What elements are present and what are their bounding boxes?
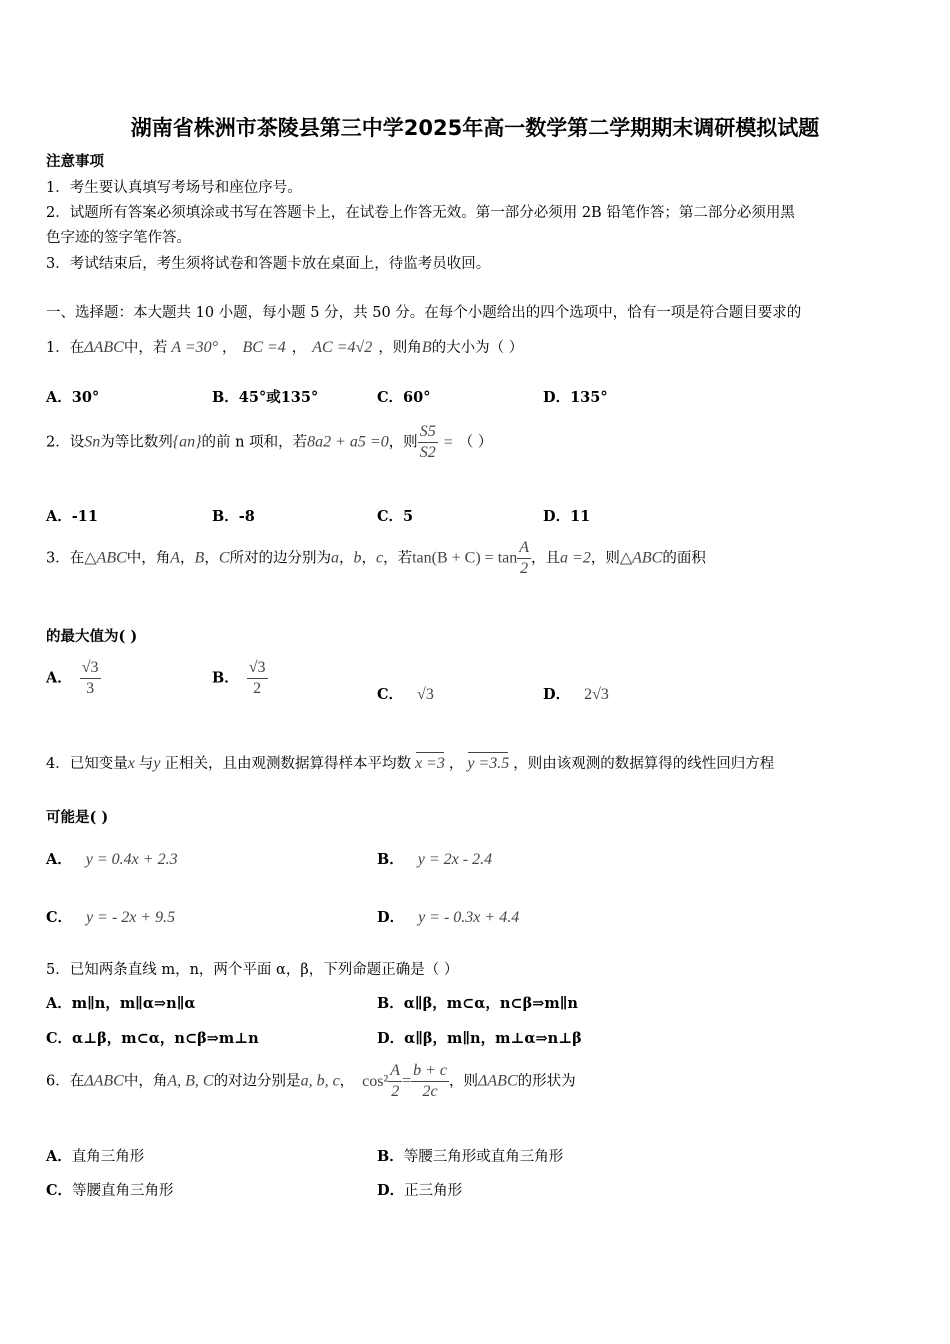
question-6-option-d[interactable]: D．正三角形	[377, 1182, 463, 1199]
question-3-option-a[interactable]: A． $\frac{√3}{3}$	[46, 659, 99, 697]
question-4-option-b[interactable]: B． y = 2x - 2.4	[377, 851, 493, 868]
question-6-stem: 6．在ΔABC中，角A, B, C的对边分别是a, b, c， cos² $\frac{A}{2}$ = $\frac{b + c}{2c}$ ，则ΔABC的形状为	[46, 1062, 576, 1100]
question-6-option-b[interactable]: B．等腰三角形或直角三角形	[377, 1148, 564, 1165]
notice-item: 2．试题所有答案必须填涂或书写在答题卡上，在试卷上作答无效。第一部分必须用 2B 铅笔作答；第二部分必须用黑	[46, 205, 795, 221]
question-1-option-d[interactable]: D．135°	[543, 389, 608, 406]
question-3-option-b[interactable]: B． $\frac{√3}{2}$	[212, 659, 266, 697]
question-4-option-d[interactable]: D． y = - 0.3x + 4.4	[377, 909, 520, 926]
question-5-option-a[interactable]: A．m∥n，m∥α⇒n∥α	[46, 995, 196, 1012]
question-4-stem: 4．已知变量x 与y 正相关，且由观测数据算得样本平均数 x =3 ， y =3.5 ，则由该观测的数据算得的线性回归方程	[46, 755, 775, 772]
question-2-option-d[interactable]: D．11	[543, 508, 591, 525]
question-3-stem-line2: 的最大值为( )	[46, 628, 138, 645]
notice-heading: 注意事项	[46, 153, 104, 170]
notice-item: 1．考生要认真填写考场号和座位序号。	[46, 180, 302, 196]
question-4-option-c[interactable]: C． y = - 2x + 9.5	[46, 909, 176, 926]
question-1-option-a[interactable]: A．30°	[46, 389, 100, 406]
notice-item: 3．考试结束后，考生须将试卷和答题卡放在桌面上，待监考员收回。	[46, 256, 491, 272]
question-5-stem: 5．已知两条直线 m，n，两个平面 α，β，下列命题正确是（ ）	[46, 962, 459, 978]
question-5-option-d[interactable]: D．α∥β，m∥n，m⊥α⇒n⊥β	[377, 1030, 582, 1047]
question-3-option-c[interactable]: C． √3	[377, 686, 434, 703]
page-title: 湖南省株洲市茶陵县第三中学2025年高一数学第二学期期末调研模拟试题	[130, 116, 820, 140]
question-2-option-b[interactable]: B．-8	[212, 508, 255, 525]
question-5-option-b[interactable]: B．α∥β，m⊂α，n⊂β⇒m∥n	[377, 995, 578, 1012]
question-3-option-d[interactable]: D． 2√3	[543, 686, 609, 703]
section-heading: 一、选择题：本大题共 10 小题，每小题 5 分，共 50 分。在每个小题给出的四个选项中，恰有一项是符合题目要求的	[46, 305, 802, 321]
question-4-stem-line2: 可能是( )	[46, 809, 109, 826]
question-6-option-c[interactable]: C．等腰直角三角形	[46, 1182, 174, 1199]
question-3-stem: 3．在△ABC中，角A，B，C所对的边分别为a，b，c，若tan(B + C) = tan $\frac{A}{2}$ ，且a =2，则△ABC的面积	[46, 539, 706, 577]
question-4-option-a[interactable]: A． y = 0.4x + 2.3	[46, 851, 178, 868]
question-2-option-c[interactable]: C．5	[377, 508, 414, 525]
question-1-option-b[interactable]: B．45°或135°	[212, 389, 319, 406]
question-2-option-a[interactable]: A．-11	[46, 508, 98, 525]
question-5-option-c[interactable]: C．α⊥β，m⊂α，n⊂β⇒m⊥n	[46, 1030, 259, 1047]
question-2-stem: 2．设Sn为等比数列{an}的前 n 项和，若8a2 + a5 =0，则 $\frac{S5}{S2}$ = （ ）	[46, 423, 493, 461]
question-6-option-a[interactable]: A．直角三角形	[46, 1148, 145, 1165]
question-1-stem: 1．在ΔABC中，若 A =30° ， BC =4 ， AC =4√2 ，则角B的大小为（ ）	[46, 339, 524, 356]
question-1-option-c[interactable]: C．60°	[377, 389, 431, 406]
notice-item: 色字迹的签字笔作答。	[46, 230, 191, 246]
